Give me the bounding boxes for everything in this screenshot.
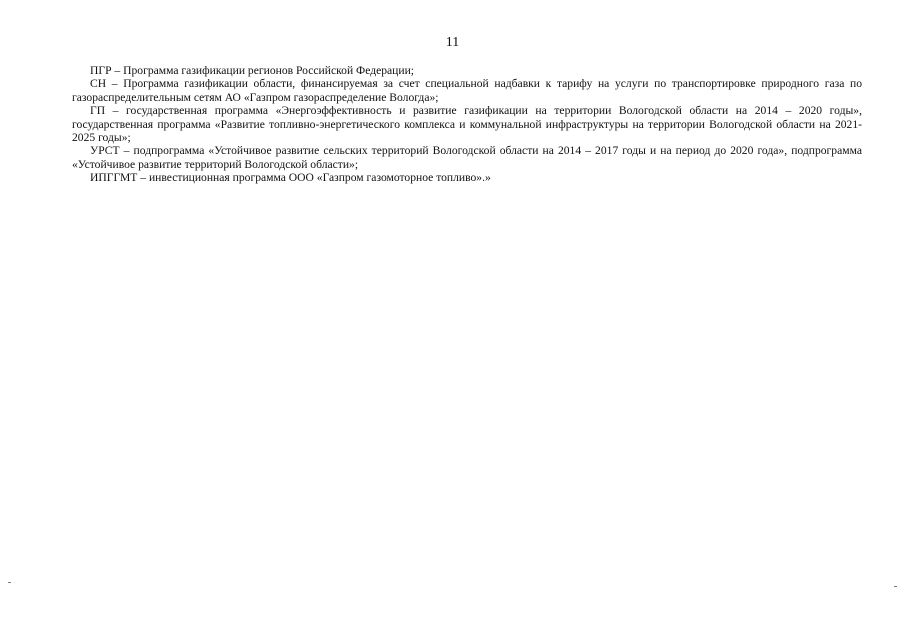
scan-edge-mark-right — [894, 586, 897, 587]
page-number: 11 — [445, 35, 460, 50]
abbreviations-legend — [72, 64, 862, 185]
legend-item-gp: ГП – государственная программа «Энергоэффективность и развитие газификации на территории Вологодской области на 2014 – 2020 годы», государственная программа «Развитие топливно-энергетического комплекса и коммунальной инфраструктуры на территории Вологодской области на 2021-2025 годы»; — [72, 104, 862, 145]
legend-item-sn: СН – Программа газификации области, финансируемая за счет специальной надбавки к тарифу на услуги по транспортировке природного газа по газораспределительным сетям АО «Газпром газораспределение Вологда»; — [72, 77, 862, 104]
legend-item-urst: УРСТ – подпрограмма «Устойчивое развитие сельских территорий Вологодской области на 2014 – 2017 годы и на период до 2020 года», подпрограмма «Устойчивое развитие территорий Вологодской области»; — [72, 144, 862, 171]
legend-item-pgr: ПГР – Программа газификации регионов Российской Федерации; — [90, 64, 415, 77]
scan-edge-mark-left — [8, 582, 11, 583]
legend-item-ipggmt: ИПГГМТ – инвестиционная программа ООО «Газпром газомоторное топливо».» — [90, 171, 491, 185]
